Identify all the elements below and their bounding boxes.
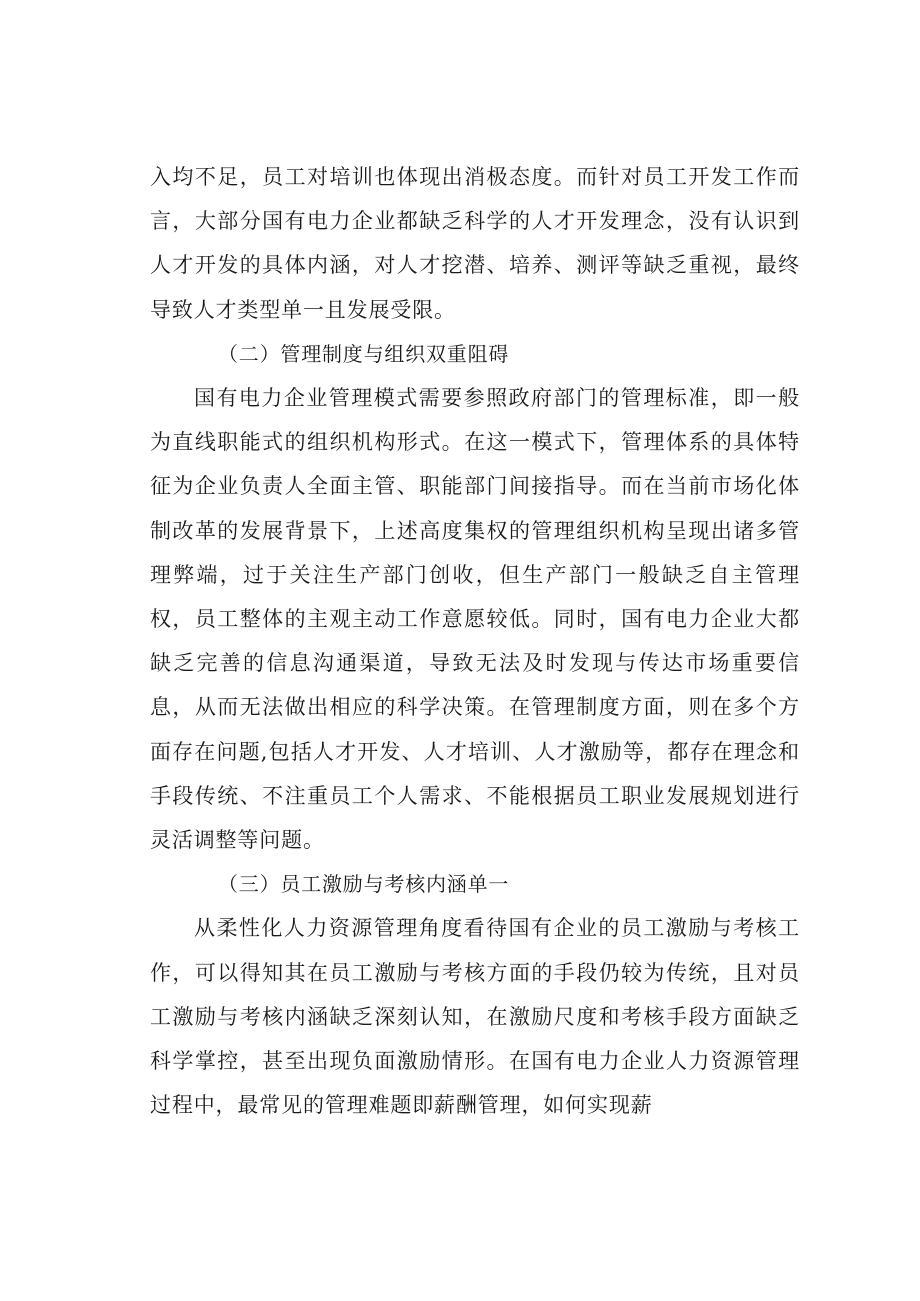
paragraph-incentive-assessment: 从柔性化人力资源管理角度看待国有企业的员工激励与考核工作，可以得知其在员工激励与考核方面的手段仍较为传统，且对员工激励与考核内涵缺乏深刻认知，在激励尺度和考核手段方面缺乏科学掌控，甚至出现负面激励情形。在国有电力企业人力资源管理过程中，最常见的管理难题即薪酬管理，如何实现薪	[150, 916, 800, 1118]
section-heading-management-system: （二）管理制度与组织双重阻碍	[218, 341, 510, 366]
section-heading-incentive-assessment: （三）员工激励与考核内涵单一	[218, 872, 510, 897]
paragraph-management-model: 国有电力企业管理模式需要参照政府部门的管理标准，即一般为直线职能式的组织机构形式。在这一模式下，管理体系的具体特征为企业负责人全面主管、职能部门间接指导。而在当前市场化体制改革的发展背景下，上述高度集权的管理组织机构呈现出诸多管理弊端，过于关注生产部门创收，但生产部门一般缺乏自主管理权，员工整体的主观主动工作意愿较低。同时，国有电力企业大都缺乏完善的信息沟通渠道，导致无法及时发现与传达市场重要信息，从而无法做出相应的科学决策。在管理制度方面，则在多个方面存在问题,包括人才开发、人才培训、人才激励等，都存在理念和手段传统、不注重员工个人需求、不能根据员工职业发展规划进行灵活调整等问题。	[150, 386, 800, 853]
paragraph-training-development: 入均不足，员工对培训也体现出消极态度。而针对员工开发工作而言，大部分国有电力企业都缺乏科学的人才开发理念，没有认识到人才开发的具体内涵，对人才挖潜、培养、测评等缺乏重视，最终导致人才类型单一且发展受限。	[150, 165, 800, 322]
document-page	[150, 155, 800, 1127]
